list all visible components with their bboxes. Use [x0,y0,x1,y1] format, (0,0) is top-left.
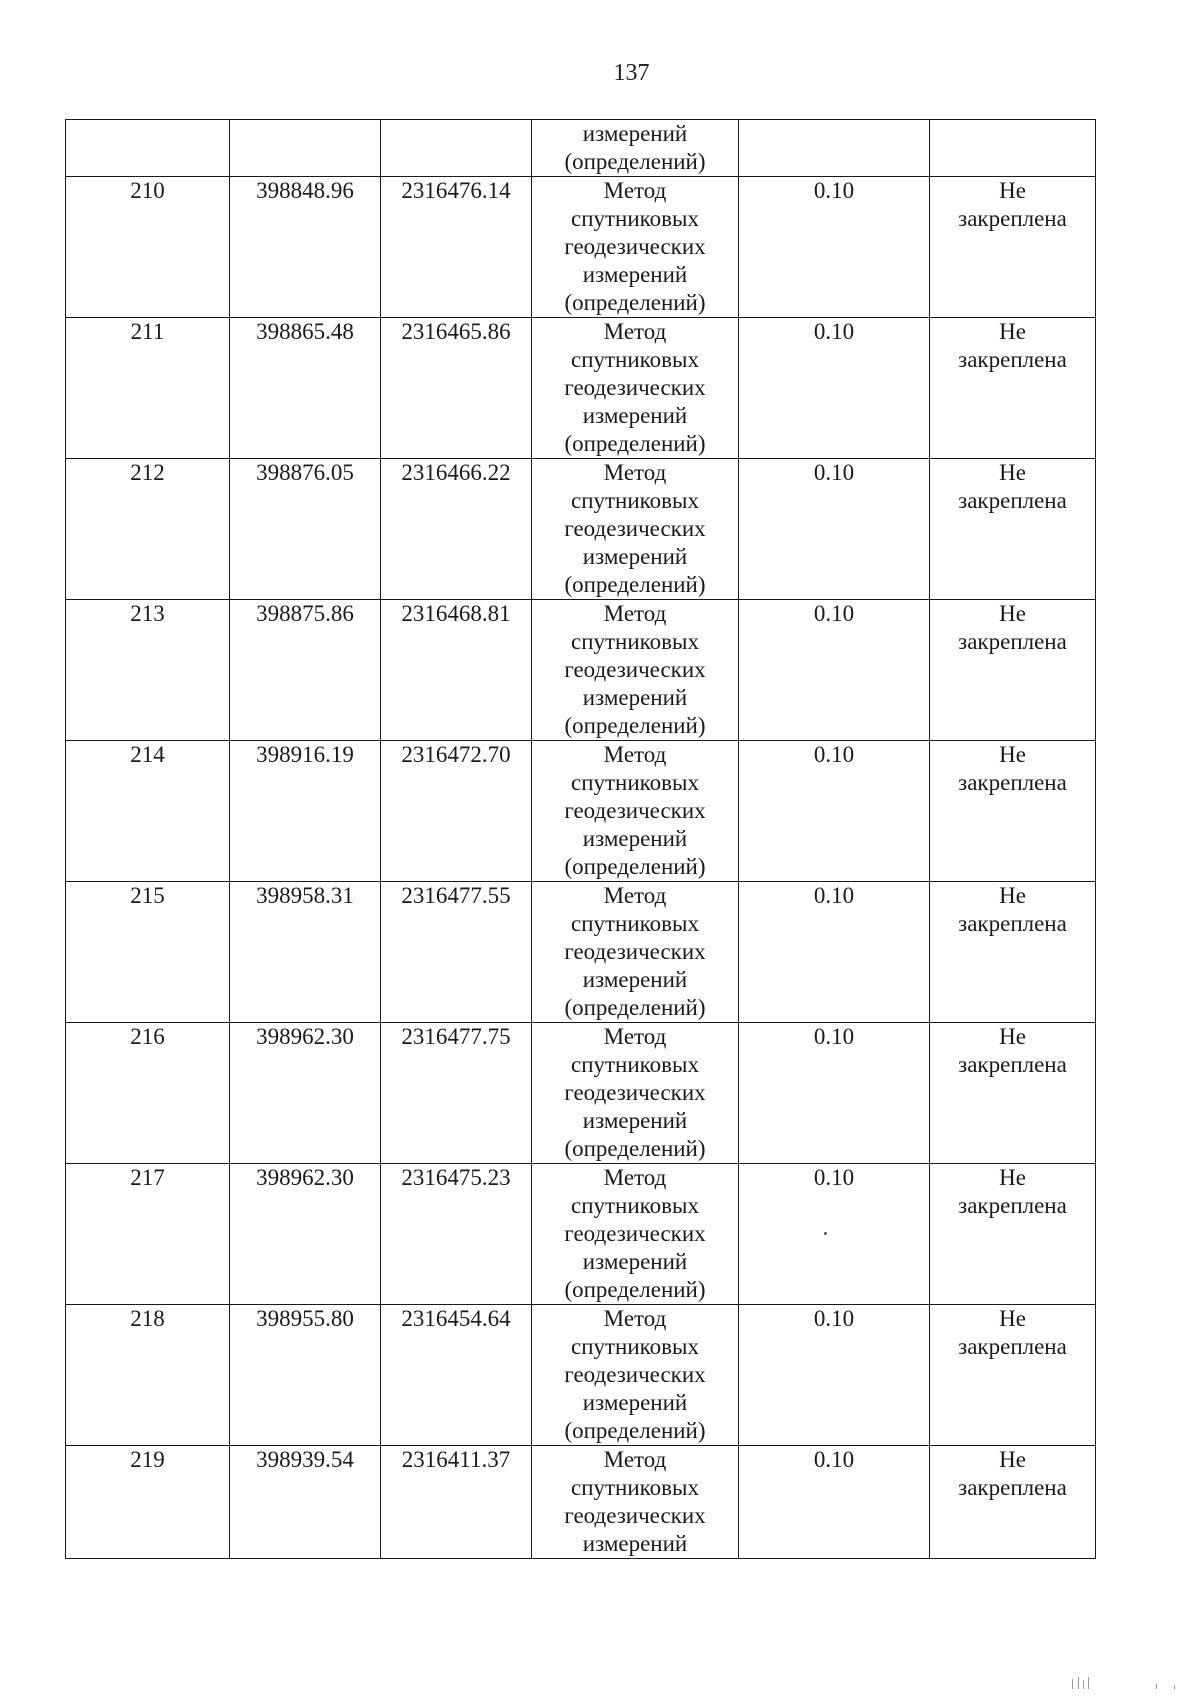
cell-point: 211 [66,318,230,459]
cell-method: Метод спутниковых геодезических измерений (определений) [532,177,739,318]
cell-x: 398962.30 [230,1023,381,1164]
cell-point: 214 [66,741,230,882]
cell-point [66,120,230,177]
cell-point: 219 [66,1446,230,1559]
cell-x: 398876.05 [230,459,381,600]
cell-accuracy: 0.10 [739,318,930,459]
cell-method: Метод спутниковых геодезических измерений (определений) [532,741,739,882]
cell-accuracy: 0.10 [739,1305,930,1446]
cell-method: Метод спутниковых геодезических измерений (определений) [532,1023,739,1164]
cell-accuracy: 0.10 [739,1023,930,1164]
cell-point: 215 [66,882,230,1023]
cell-accuracy: 0.10 [739,600,930,741]
cell-point: 210 [66,177,230,318]
cell-y: 2316477.55 [381,882,532,1023]
cell-y: 2316475.23 [381,1164,532,1305]
cell-point: 217 [66,1164,230,1305]
cell-accuracy: 0.10 [739,1446,930,1559]
cell-y: 2316472.70 [381,741,532,882]
scan-edge-marks [1068,1675,1178,1689]
cell-method: Метод спутниковых геодезических измерений (определений) [532,459,739,600]
cell-fixation: Не закреплена [930,1446,1096,1559]
table-row [66,177,1096,318]
cell-accuracy: 0.10 [739,177,930,318]
cell-x: 398958.31 [230,882,381,1023]
cell-y: 2316476.14 [381,177,532,318]
cell-y: 2316477.75 [381,1023,532,1164]
cell-method: Метод спутниковых геодезических измерений (определений) [532,882,739,1023]
cell-x: 398962.30 [230,1164,381,1305]
cell-accuracy [739,120,930,177]
cell-fixation: Не закреплена [930,1305,1096,1446]
cell-accuracy: 0.10 [739,741,930,882]
cell-x [230,120,381,177]
scan-speck [824,1232,827,1235]
table-row [66,459,1096,600]
cell-point: 212 [66,459,230,600]
cell-x: 398865.48 [230,318,381,459]
cell-method: Метод спутниковых геодезических измерений (определений) [532,318,739,459]
cell-method: Метод спутниковых геодезических измерений (определений) [532,1305,739,1446]
cell-y [381,120,532,177]
cell-x: 398939.54 [230,1446,381,1559]
cell-fixation: Не закреплена [930,1164,1096,1305]
table-row [66,741,1096,882]
cell-y: 2316454.64 [381,1305,532,1446]
table-row [66,1023,1096,1164]
cell-x: 398955.80 [230,1305,381,1446]
cell-fixation: Не закреплена [930,1023,1096,1164]
cell-accuracy: 0.10 [739,459,930,600]
coordinates-table [65,119,1096,1559]
cell-point: 218 [66,1305,230,1446]
cell-y: 2316465.86 [381,318,532,459]
cell-accuracy: 0.10 [739,882,930,1023]
table-row [66,600,1096,741]
cell-x: 398848.96 [230,177,381,318]
table-row [66,1446,1096,1559]
cell-method: измерений (определений) [532,120,739,177]
cell-fixation [930,120,1096,177]
continuation-row [66,120,1096,177]
cell-y: 2316468.81 [381,600,532,741]
cell-x: 398875.86 [230,600,381,741]
cell-fixation: Не закреплена [930,177,1096,318]
cell-y: 2316466.22 [381,459,532,600]
cell-method: Метод спутниковых геодезических измерений (определений) [532,600,739,741]
cell-accuracy: 0.10 [739,1164,930,1305]
table-row [66,1164,1096,1305]
page-number: 137 [613,60,650,86]
cell-y: 2316411.37 [381,1446,532,1559]
table-row [66,1305,1096,1446]
cell-fixation: Не закреплена [930,600,1096,741]
cell-point: 213 [66,600,230,741]
cell-fixation: Не закреплена [930,459,1096,600]
table-row [66,318,1096,459]
cell-fixation: Не закреплена [930,882,1096,1023]
cell-point: 216 [66,1023,230,1164]
cell-method: Метод спутниковых геодезических измерений (определений) [532,1164,739,1305]
cell-x: 398916.19 [230,741,381,882]
cell-method: Метод спутниковых геодезических измерений [532,1446,739,1559]
cell-fixation: Не закреплена [930,741,1096,882]
table-row [66,882,1096,1023]
cell-fixation: Не закреплена [930,318,1096,459]
